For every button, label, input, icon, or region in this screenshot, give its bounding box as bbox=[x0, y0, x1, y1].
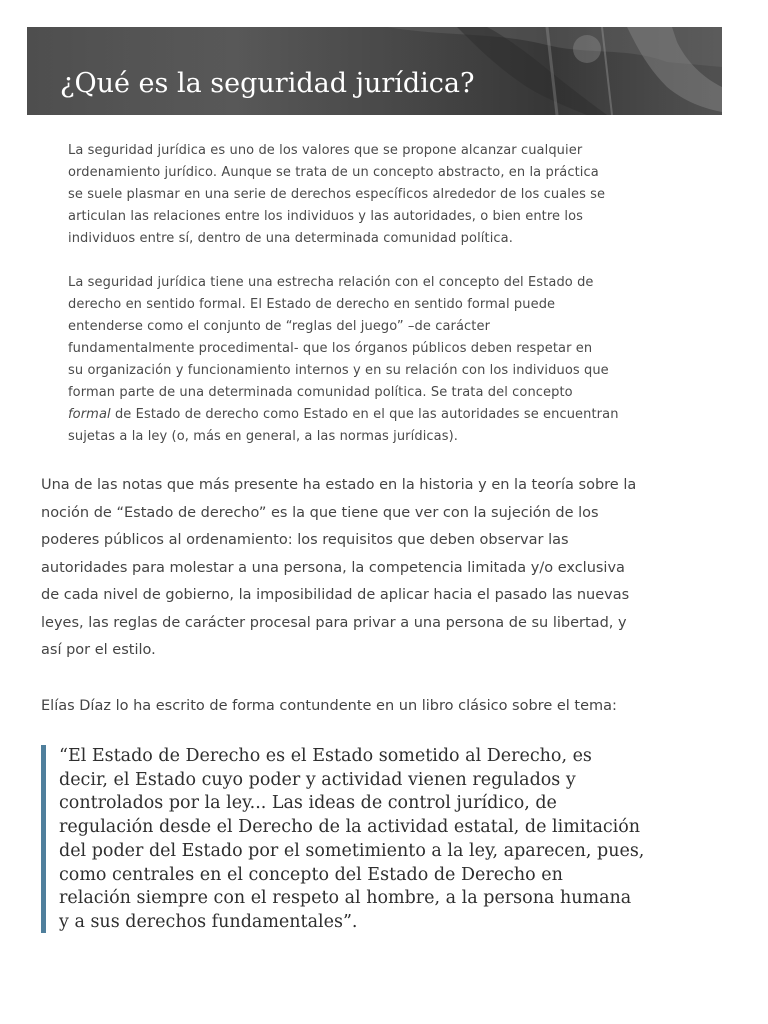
body-paragraph-2 bbox=[41, 693, 731, 721]
text-line: se suele plasmar en una serie de derechos específicos alrededor de los cuales se bbox=[68, 187, 606, 202]
quote-line: regulación desde el Derecho de la actividad estatal, de limitación bbox=[59, 817, 641, 838]
text-line: La seguridad jurídica tiene una estrecha relación con el concepto del Estado de bbox=[68, 275, 594, 290]
intro-paragraph-1 bbox=[68, 140, 738, 250]
quote-line: y a sus derechos fundamentales”. bbox=[59, 911, 358, 932]
text-line: Una de las notas que más presente ha estado en la historia y en la teoría sobre la bbox=[41, 477, 637, 493]
text-line: forman parte de una determinada comunidad política. Se trata del concepto bbox=[68, 385, 573, 400]
text-line: La seguridad jurídica es uno de los valores que se propone alcanzar cualquier bbox=[68, 143, 583, 158]
intro-paragraph-2 bbox=[68, 272, 738, 448]
text-line: ordenamiento jurídico. Aunque se trata de un concepto abstracto, en la práctica bbox=[68, 165, 599, 180]
text-line: leyes, las reglas de carácter procesal para privar a una persona de su libertad, y bbox=[41, 614, 627, 631]
quote-line: del poder del Estado por el sometimiento a la ley, aparecen, pues, bbox=[59, 840, 645, 861]
text-line: poderes públicos al ordenamiento: los requisitos que deben observar las bbox=[41, 532, 569, 548]
main-article-text bbox=[41, 472, 731, 748]
quote-line: decir, el Estado cuyo poder y actividad vienen regulados y bbox=[59, 769, 576, 790]
text-line: su organización y funcionamiento internos y en su relación con los individuos que bbox=[68, 363, 609, 378]
text-line: derecho en sentido formal. El Estado de derecho en sentido formal puede bbox=[68, 297, 556, 312]
quote-line: relación siempre con el respeto al hombre, a la persona humana bbox=[59, 888, 632, 909]
intro-section bbox=[68, 140, 738, 470]
italic-word: formal bbox=[68, 407, 111, 422]
quote-line: controlados por la ley... Las ideas de control jurídico, de bbox=[59, 793, 557, 814]
text-line: noción de “Estado de derecho” es la que tiene que ver con la sujeción de los bbox=[41, 504, 599, 521]
text-line: de cada nivel de gobierno, la imposibilidad de aplicar hacia el pasado las nuevas bbox=[41, 587, 630, 603]
text-line: entenderse como el conjunto de “reglas del juego” –de carácter bbox=[68, 319, 491, 334]
page-title: ¿Qué es la seguridad jurídica? bbox=[60, 68, 475, 99]
text-line: fundamentalmente procedimental- que los órganos públicos deben respetar en bbox=[68, 341, 593, 356]
text-line: autoridades para molestar a una persona, la competencia limitada y/o exclusiva bbox=[41, 559, 625, 576]
text-line: así por el estilo. bbox=[41, 642, 156, 658]
body-paragraph-1 bbox=[41, 472, 731, 665]
text-line: Elías Díaz lo ha escrito de forma contundente en un libro clásico sobre el tema: bbox=[41, 697, 617, 714]
header-banner bbox=[27, 27, 722, 115]
quote-line: como centrales en el concepto del Estado de Derecho en bbox=[59, 864, 563, 885]
quote-line: “El Estado de Derecho es el Estado sometido al Derecho, es bbox=[59, 746, 592, 766]
text-segment: de Estado de derecho como Estado en el que las autoridades se encuentran bbox=[110, 407, 619, 422]
text-line: sujetas a la ley (o, más en general, a las normas jurídicas). bbox=[68, 429, 458, 444]
text-line: articulan las relaciones entre los individuos y las autoridades, o bien entre los bbox=[68, 209, 584, 224]
text-line: individuos entre sí, dentro de una determinada comunidad política. bbox=[68, 231, 513, 246]
text-line bbox=[68, 404, 738, 426]
blockquote bbox=[41, 745, 721, 933]
